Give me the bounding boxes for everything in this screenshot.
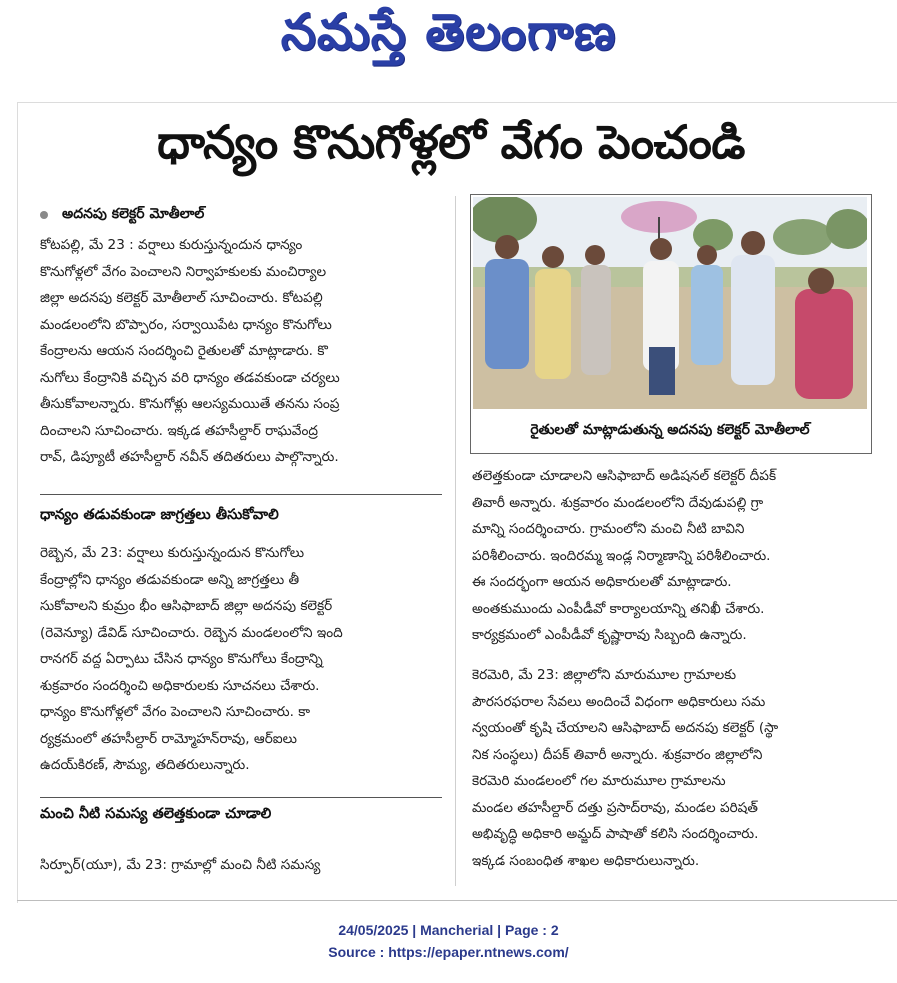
news-photo [473, 197, 867, 409]
masthead [0, 2, 897, 74]
subheading-2: ధాన్యం తడువకుండా జాగ్రత్తలు తీసుకోవాలి [40, 507, 279, 523]
left-paragraph-1: కోటపల్లి, మే 23 : వర్షాలు కురుస్తున్నందున ధాన్యం కొనుగోళ్లలో వేగం పెంచాలని నిర్వాహకులకు మంచిర్యాల జిల్లా అదనపు కలెక్టర్ మోతీలాల్ సూచించారు. కోటపల్లి మండలంలోని బొప్పారం, సర్వాయిపేట ధాన్యం కొనుగోలు కేంద్రాలను ఆయన సందర్శించి రైతులతో మాట్లాడారు. కొ నుగోలు కేంద్రానికి వచ్చిన వరి ధాన్యం తడవకుండా చర్యలు తీసుకోవాలన్నారు. కొనుగోళ్లు ఆలస్యమయితే తనను సంప్ర దించాలని సూచించారు. ఇక్కడ తహసీల్దార్ రాఘవేంద్ర రావ్, డిప్యూటీ తహసీల్దార్ నవీన్ తదితరులు పాల్గొన్నారు. [40, 237, 340, 465]
footer-date-line: 24/05/2025 | Mancherial | Page : 2 [338, 922, 559, 938]
photo-illustration [473, 197, 867, 409]
headline-text: ధాన్యం కొనుగోళ్లలో వేగం పెంచండి [157, 115, 745, 169]
byline [40, 205, 204, 225]
right-paragraph-1: తలెత్తకుండా చూడాలని ఆసిఫాబాద్ అడిషనల్ కలెక్టర్ దీపక్ తివారీ అన్నారు. శుక్రవారం మండలంలోని దేవుడుపల్లి గ్రా మాన్ని సందర్శించారు. గ్రామంలోని మంచి నీటి బావిని పరిశీలించారు. ఇందిరమ్మ ఇండ్ల నిర్మాణాన్ని పరిశీలించారు. ఈ సందర్భంగా ఆయన అధికారులతో మాట్లాడారు. అంతకుముందు ఎంపీడీవో కార్యాలయాన్ని తనిఖీ చేశారు. కార్యక్రమంలో ఎంపీడీవో కృష్ణారావు సిబ్బంది ఉన్నారు. [472, 468, 777, 643]
byline-text: అదనపు కలెక్టర్ మోతీలాల్ [62, 205, 205, 222]
right-paragraph-2: కెరమెరి, మే 23: జిల్లాలోని మారుమూల గ్రామాలకు పౌరసరఫరాల సేవలు అందించే విధంగా అధికారులు సమ న్వయంతో కృషి చేయాలని ఆసిఫాబాద్ అదనపు కలెక్టర్ (స్థా నిక సంస్థలు) దీపక్ తివారీ అన్నారు. శుక్రవారం జిల్లాలోని కెరమెరి మండలంలో గల మారుమూల గ్రామాలను మండల తహసీల్దార్ దత్తు ప్రసాద్‌రావు, మండల పరిషత్ అభివృద్ధి అధికారి అమ్జద్ పాషాతో కలిసి సందర్శించారు. ఇక్కడ సంబంధిత శాఖల అధికారులున్నారు. [472, 667, 779, 869]
newspaper-title: నమస్తే తెలంగాణ [280, 2, 617, 61]
divider [40, 494, 442, 495]
headline [20, 108, 882, 188]
bullet-icon [40, 211, 48, 219]
left-paragraph-3: సిర్పూర్(యూ), మే 23: గ్రామాల్లో మంచి నీటి సమస్య [40, 857, 321, 873]
photo-caption: రైతులతో మాట్లాడుతున్న అదనపు కలెక్టర్ మోతీలాల్ [530, 421, 810, 438]
footer-source-line: Source : https://epaper.ntnews.com/ [328, 944, 569, 960]
subheading-3: మంచి నీటి సమస్య తలెత్తకుండా చూడాలి [40, 806, 272, 822]
left-paragraph-2: రెబ్బెన, మే 23: వర్షాలు కురుస్తున్నందున కొనుగోలు కేంద్రాల్లోని ధాన్యం తడువకుండా అన్ని జాగ్రత్తలు తీ సుకోవాలని కుమ్రం భీం ఆసిఫాబాద్ జిల్లా అదనపు కలెక్టర్ (రెవెన్యూ) డేవిడ్ సూచించారు. రెబ్బెన మండలంలోని ఇంది రానగర్ వద్ద ఏర్పాటు చేసిన ధాన్యం కొనుగోలు కేంద్రాన్ని శుక్రవారం సందర్శించి అధికారులకు సూచనలు చేశారు. ధాన్యం కొనుగోళ్లలో వేగం పెంచాలని సూచించారు. కా ర్యక్రమంలో తహసీల్దార్ రామ్మోహన్‌రావు, ఆర్‌ఐలు ఉదయ్‌కిరణ్, సౌమ్య, తదితరులున్నారు. [40, 545, 343, 773]
page-bottom-rule [17, 900, 897, 901]
divider [40, 797, 442, 798]
column-separator [455, 196, 456, 886]
